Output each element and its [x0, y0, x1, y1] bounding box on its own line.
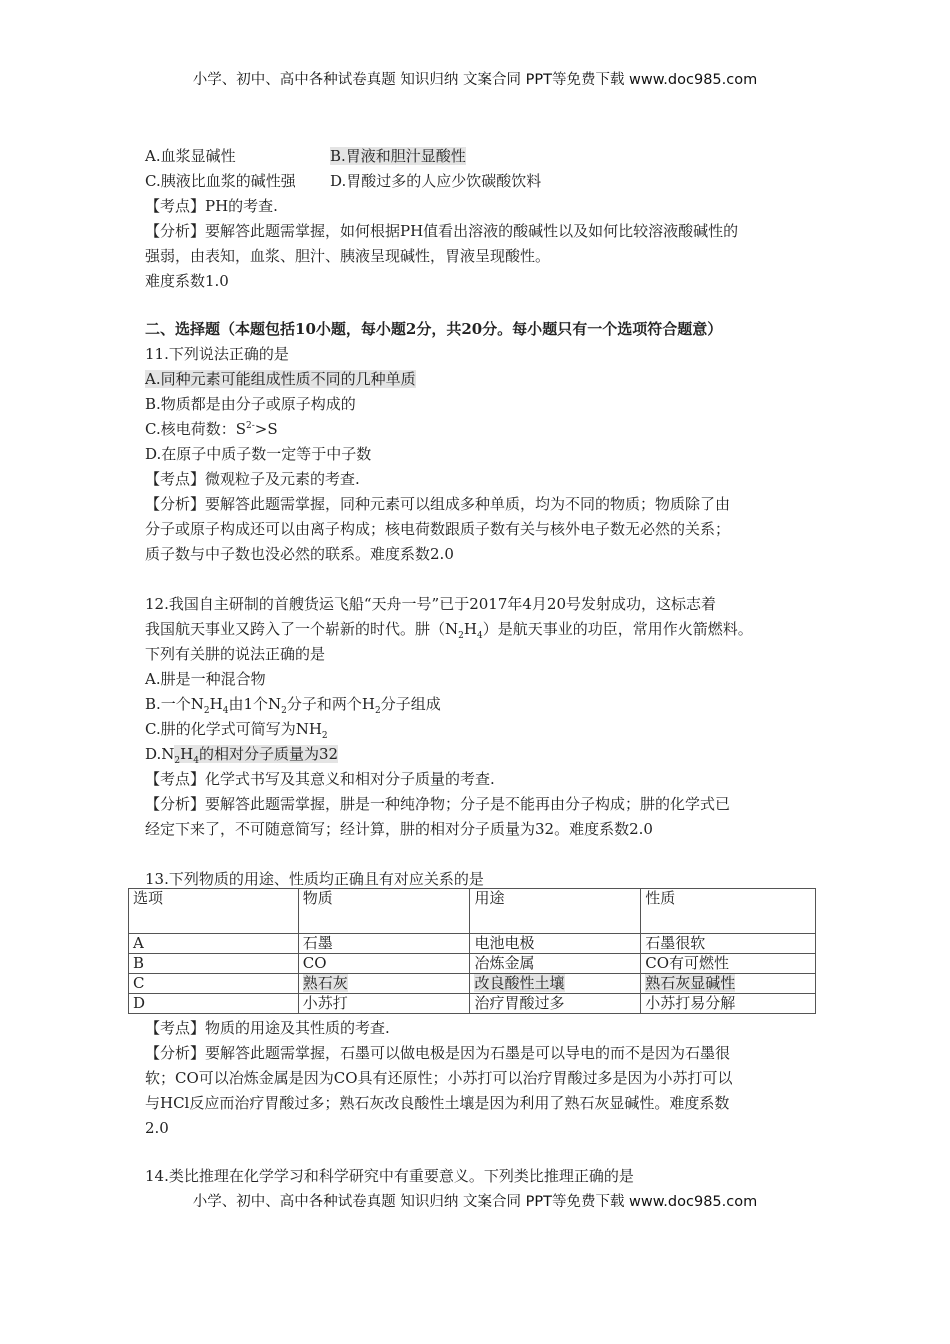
table-header-row [129, 889, 816, 934]
q10-kaodian: 【考点】PH的考查. [145, 197, 278, 215]
table-cell: B [129, 954, 299, 974]
q11-option-c-pre: C.核电荷数：S [145, 420, 246, 438]
q11-option-b: B.物质都是由分子或原子构成的 [145, 395, 356, 413]
q13-table [128, 888, 816, 1014]
q12-optd-s1: 2 [174, 756, 181, 766]
q11-option-a-text: A.同种元素可能组成性质不同的几种单质 [145, 370, 416, 388]
table-header-cell: 性质 [641, 889, 816, 934]
q10-option-c: C.胰液比血浆的碱性强 [145, 172, 296, 190]
table-header-cell: 选项 [129, 889, 299, 934]
q11-analysis-line3: 质子数与中子数也没必然的联系。难度系数2.0 [145, 545, 454, 563]
q12-optc-s: 2 [321, 731, 328, 741]
q12-stem2-sub1: 2 [458, 631, 464, 641]
table-row-highlighted [129, 974, 816, 994]
q10-option-b [330, 146, 466, 166]
q12-optb-s4: 2 [374, 706, 381, 716]
q12-optb-d: 分子和两个H [286, 695, 375, 713]
section-heading: 二、选择题（本题包括10小题，每小题2分，共20分。每小题只有一个选项符合题意） [145, 320, 723, 338]
q12-stem2-sub2: 4 [476, 631, 483, 641]
table-header-cell: 用途 [470, 889, 641, 934]
q12-stem2-pre: 我国航天事业又跨入了一个崭新的时代。肼（N [145, 620, 459, 638]
table-cell: D [129, 994, 299, 1014]
q12-optb-s3: 2 [281, 706, 287, 716]
table-row [129, 934, 816, 954]
table-cell: 冶炼金属 [470, 954, 641, 974]
q12-stem-line2 [145, 619, 753, 639]
table-cell-text: 熟石灰显碱性 [645, 974, 736, 992]
table-cell: 治疗胃酸过多 [470, 994, 641, 1014]
table-cell: 石墨 [298, 934, 470, 954]
q11-analysis-line2: 分子或原子构成还可以由离子构成；核电荷数跟质子数有关与核外电子数无必然的关系； [145, 520, 731, 538]
q11-kaodian: 【考点】微观粒子及元素的考查. [145, 470, 360, 488]
q12-stem2-post: ）是航天事业的功臣，常用作火箭燃料。 [482, 620, 753, 638]
q12-stem-line1: 12.我国自主研制的首艘货运飞船“天舟一号”已于2017年4月20号发射成功，这标志着 [145, 595, 716, 613]
q14-stem: 14.类比推理在化学学习和科学研究中有重要意义。下列类比推理正确的是 [145, 1167, 634, 1185]
q11-option-c-sup: 2- [246, 421, 255, 431]
table-cell [641, 974, 816, 994]
table-row [129, 954, 816, 974]
q12-optb-s1: 2 [203, 706, 210, 716]
q12-optd-a: D.N [145, 745, 175, 763]
q10-analysis-line1: 【分析】要解答此题需掌握，如何根据PH值看出溶液的酸碱性以及如何比较溶液酸碱性的 [145, 222, 739, 240]
q10-analysis-line2: 强弱，由表知，血浆、胆汁、胰液呈现碱性，胃液呈现酸性。 [145, 247, 551, 265]
table-row [129, 994, 816, 1014]
q11-stem: 11.下列说法正确的是 [145, 345, 289, 363]
table-cell: 电池电极 [470, 934, 641, 954]
q10-option-d: D.胃酸过多的人应少饮碳酸饮料 [330, 172, 542, 190]
q12-stem-line3: 下列有关肼的说法正确的是 [145, 645, 326, 663]
q12-optb-e: 分子组成 [380, 695, 441, 713]
q12-optd-highlight [174, 745, 339, 766]
q11-option-a [145, 369, 416, 389]
q13-stem: 13.下列物质的用途、性质均正确且有对应关系的是 [145, 870, 484, 888]
q12-option-b [145, 694, 441, 714]
q12-option-c [145, 719, 328, 739]
q12-optd-b: H [180, 745, 194, 763]
q12-analysis-line2: 经定下来了，不可随意简写；经计算，肼的相对分子质量为32。难度系数2.0 [145, 820, 653, 838]
q11-option-d: D.在原子中质子数一定等于中子数 [145, 445, 372, 463]
table-cell [470, 974, 641, 994]
q12-optb-s2: 4 [222, 706, 229, 716]
q12-option-a: A.肼是一种混合物 [145, 670, 266, 688]
q11-analysis-line1: 【分析】要解答此题需掌握，同种元素可以组成多种单质，均为不同的物质；物质除了由 [145, 495, 731, 513]
q11-option-c [145, 419, 278, 439]
q12-optb-b: H [209, 695, 223, 713]
table-cell: A [129, 934, 299, 954]
table-cell: 石墨很软 [641, 934, 816, 954]
q10-option-b-text: B.胃液和胆汁显酸性 [330, 147, 466, 165]
q13-kaodian: 【考点】物质的用途及其性质的考查. [145, 1019, 390, 1037]
q11-option-c-post: >S [254, 420, 278, 438]
q12-analysis-line1: 【分析】要解答此题需掌握，肼是一种纯净物；分子是不能再由分子构成；肼的化学式已 [145, 795, 731, 813]
q12-optc-a: C.肼的化学式可简写为NH [145, 720, 322, 738]
q13-analysis-line2: 软；CO可以冶炼金属是因为CO具有还原性；小苏打可以治疗胃酸过多是因为小苏打可以 [145, 1069, 733, 1087]
q13-analysis-line4: 2.0 [145, 1119, 169, 1137]
footer-banner: 小学、初中、高中各种试卷真题 知识归纳 文案合同 PPT等免费下载 www.doc985.com [192, 1194, 758, 1210]
q13-analysis-line3: 与HCl反应而治疗胃酸过多；熟石灰改良酸性土壤是因为利用了熟石灰显碱性。难度系数 [145, 1094, 730, 1112]
q12-optb-c: 由1个N [228, 695, 282, 713]
q12-stem2-h: H [463, 620, 477, 638]
table-header-cell: 物质 [298, 889, 470, 934]
table-cell: 小苏打易分解 [641, 994, 816, 1014]
q12-optd-s2: 4 [193, 756, 199, 766]
q13-analysis-line1: 【分析】要解答此题需掌握，石墨可以做电极是因为石墨是可以导电的而不是因为石墨很 [145, 1044, 731, 1062]
q12-option-d [145, 744, 338, 764]
table-cell-text: 改良酸性土壤 [474, 974, 565, 992]
table-cell: C [129, 974, 299, 994]
table-cell: 小苏打 [298, 994, 470, 1014]
q10-option-a: A.血浆显碱性 [145, 147, 236, 165]
q12-optd-c: 的相对分子质量为32 [198, 745, 339, 763]
table-cell [298, 974, 470, 994]
table-cell: CO [298, 954, 470, 974]
header-banner: 小学、初中、高中各种试卷真题 知识归纳 文案合同 PPT等免费下载 www.doc985.com [192, 72, 758, 88]
q12-kaodian: 【考点】化学式书写及其意义和相对分子质量的考查. [145, 770, 495, 788]
q12-optb-a: B.一个N [145, 695, 204, 713]
table-cell-text: 熟石灰 [302, 974, 348, 992]
q10-difficulty: 难度系数1.0 [145, 272, 229, 290]
table-cell: CO有可燃性 [641, 954, 816, 974]
